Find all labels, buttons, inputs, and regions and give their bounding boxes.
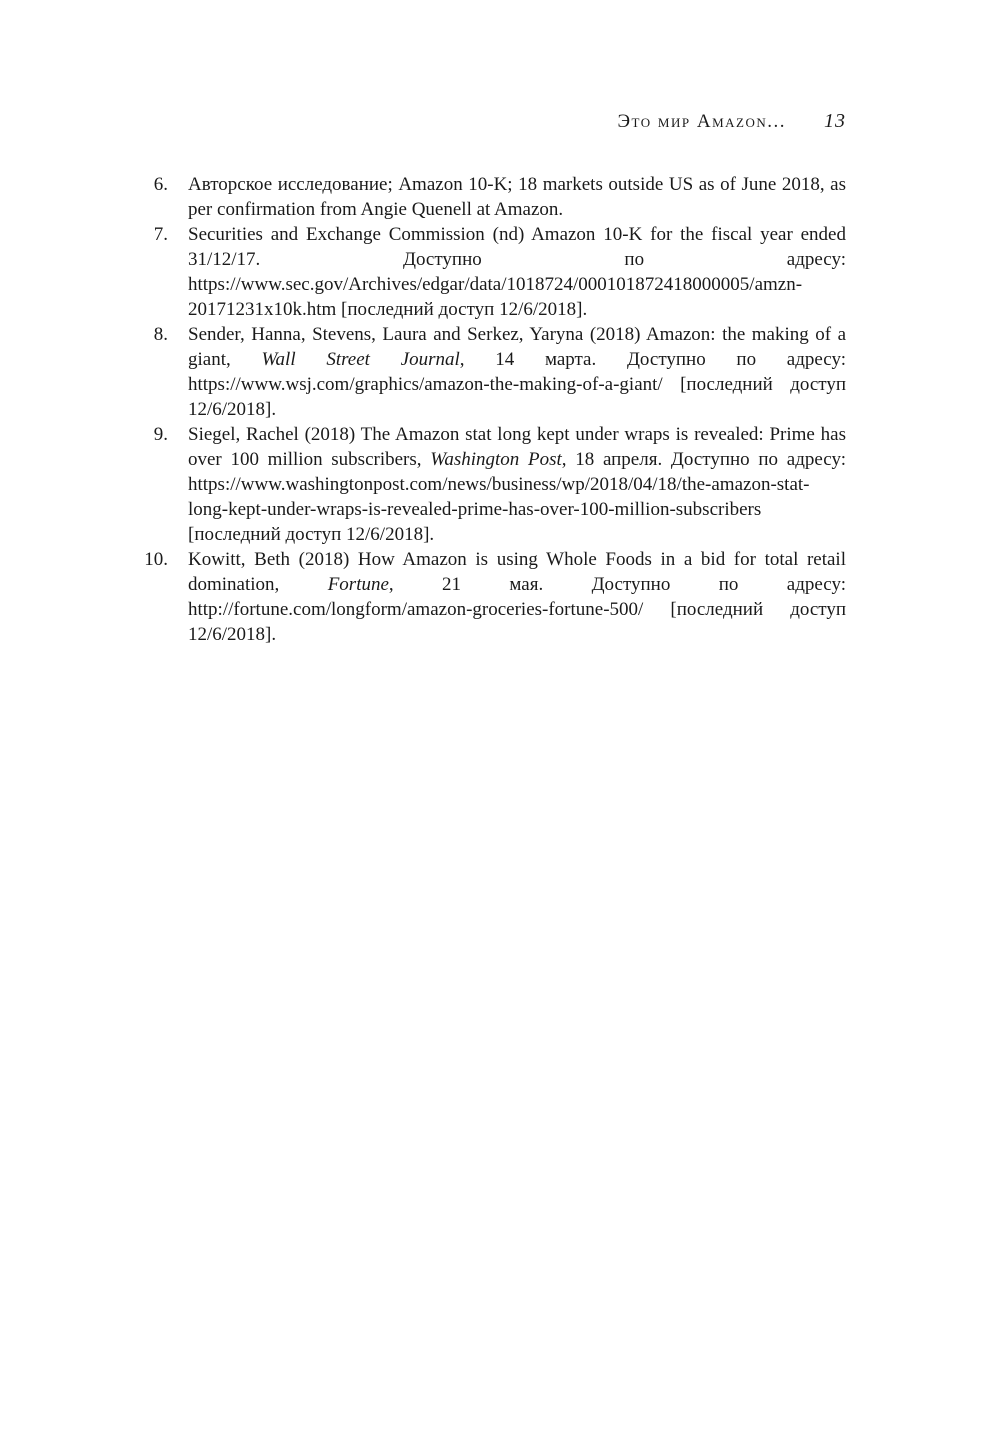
endnote-text xyxy=(188,222,846,322)
endnote-text-part: , 14 марта. Доступно по адресу: https://www.wsj.com/graphics/amazon-the-making-of-a-giant/ [последний доступ 12/6/2018]. xyxy=(188,349,847,420)
endnote xyxy=(140,222,846,322)
endnote-text-part: Kowitt, Beth (2018) How Amazon is using Whole Foods in a bid for total retail domination, xyxy=(188,549,846,595)
endnote-text-part: Siegel, Rachel (2018) The Amazon stat long kept under wraps is revealed: Prime has over 100 million subscribers, xyxy=(188,424,846,470)
endnote-number: 9. xyxy=(153,424,168,445)
endnote-text xyxy=(188,547,846,647)
running-title: Это мир Amazon... xyxy=(617,111,786,132)
endnote-text xyxy=(188,322,846,422)
publication-title: Fortune xyxy=(327,574,389,595)
endnote-number: 7. xyxy=(153,224,168,245)
endnote xyxy=(140,422,846,547)
endnote xyxy=(140,547,846,647)
endnote-text-part: Sender, Hanna, Stevens, Laura and Serkez, Yaryna (2018) Amazon: the making of a giant, xyxy=(188,324,846,370)
endnote-text-part: Авторское исследование; Amazon 10-K; 18 markets outside US as of June 2018, as per confirmation from Angie Quenell at Amazon. xyxy=(188,174,846,220)
endnote-text-part: Securities and Exchange Commission (nd) Amazon 10-K for the fiscal year ended 31/12/17. Доступно по адресу: https://www.sec.gov/Archives/edgar/data/1018724/000101872418000005/amzn-20171231x10k.htm [последний доступ 12/6/2018]. xyxy=(188,224,846,320)
running-head xyxy=(617,110,846,133)
page-number: 13 xyxy=(824,110,846,132)
endnote-number: 10. xyxy=(144,549,168,570)
endnote-number: 8. xyxy=(153,324,168,345)
endnote-text-part: , 21 мая. Доступно по адресу: http://fortune.com/longform/amazon-groceries-fortune-500/ [последний доступ 12/6/2018]. xyxy=(188,574,846,645)
endnotes-list xyxy=(140,172,846,647)
endnote xyxy=(140,322,846,422)
endnote-text xyxy=(188,422,846,547)
endnote-number: 6. xyxy=(153,174,168,195)
publication-title: Wall Street Journal xyxy=(261,349,460,370)
publication-title: Washington Post xyxy=(430,449,562,470)
endnote-text-part: , 18 апреля. Доступно по адресу: https://www.washingtonpost.com/news/business/wp/2018/04/18/the-amazon-stat-long-kept-under-wraps-is-revealed-prime-has-over-100-million-subscribers [последний доступ 12/6/2018]. xyxy=(188,449,846,545)
endnote xyxy=(140,172,846,222)
endnote-text xyxy=(188,172,846,222)
